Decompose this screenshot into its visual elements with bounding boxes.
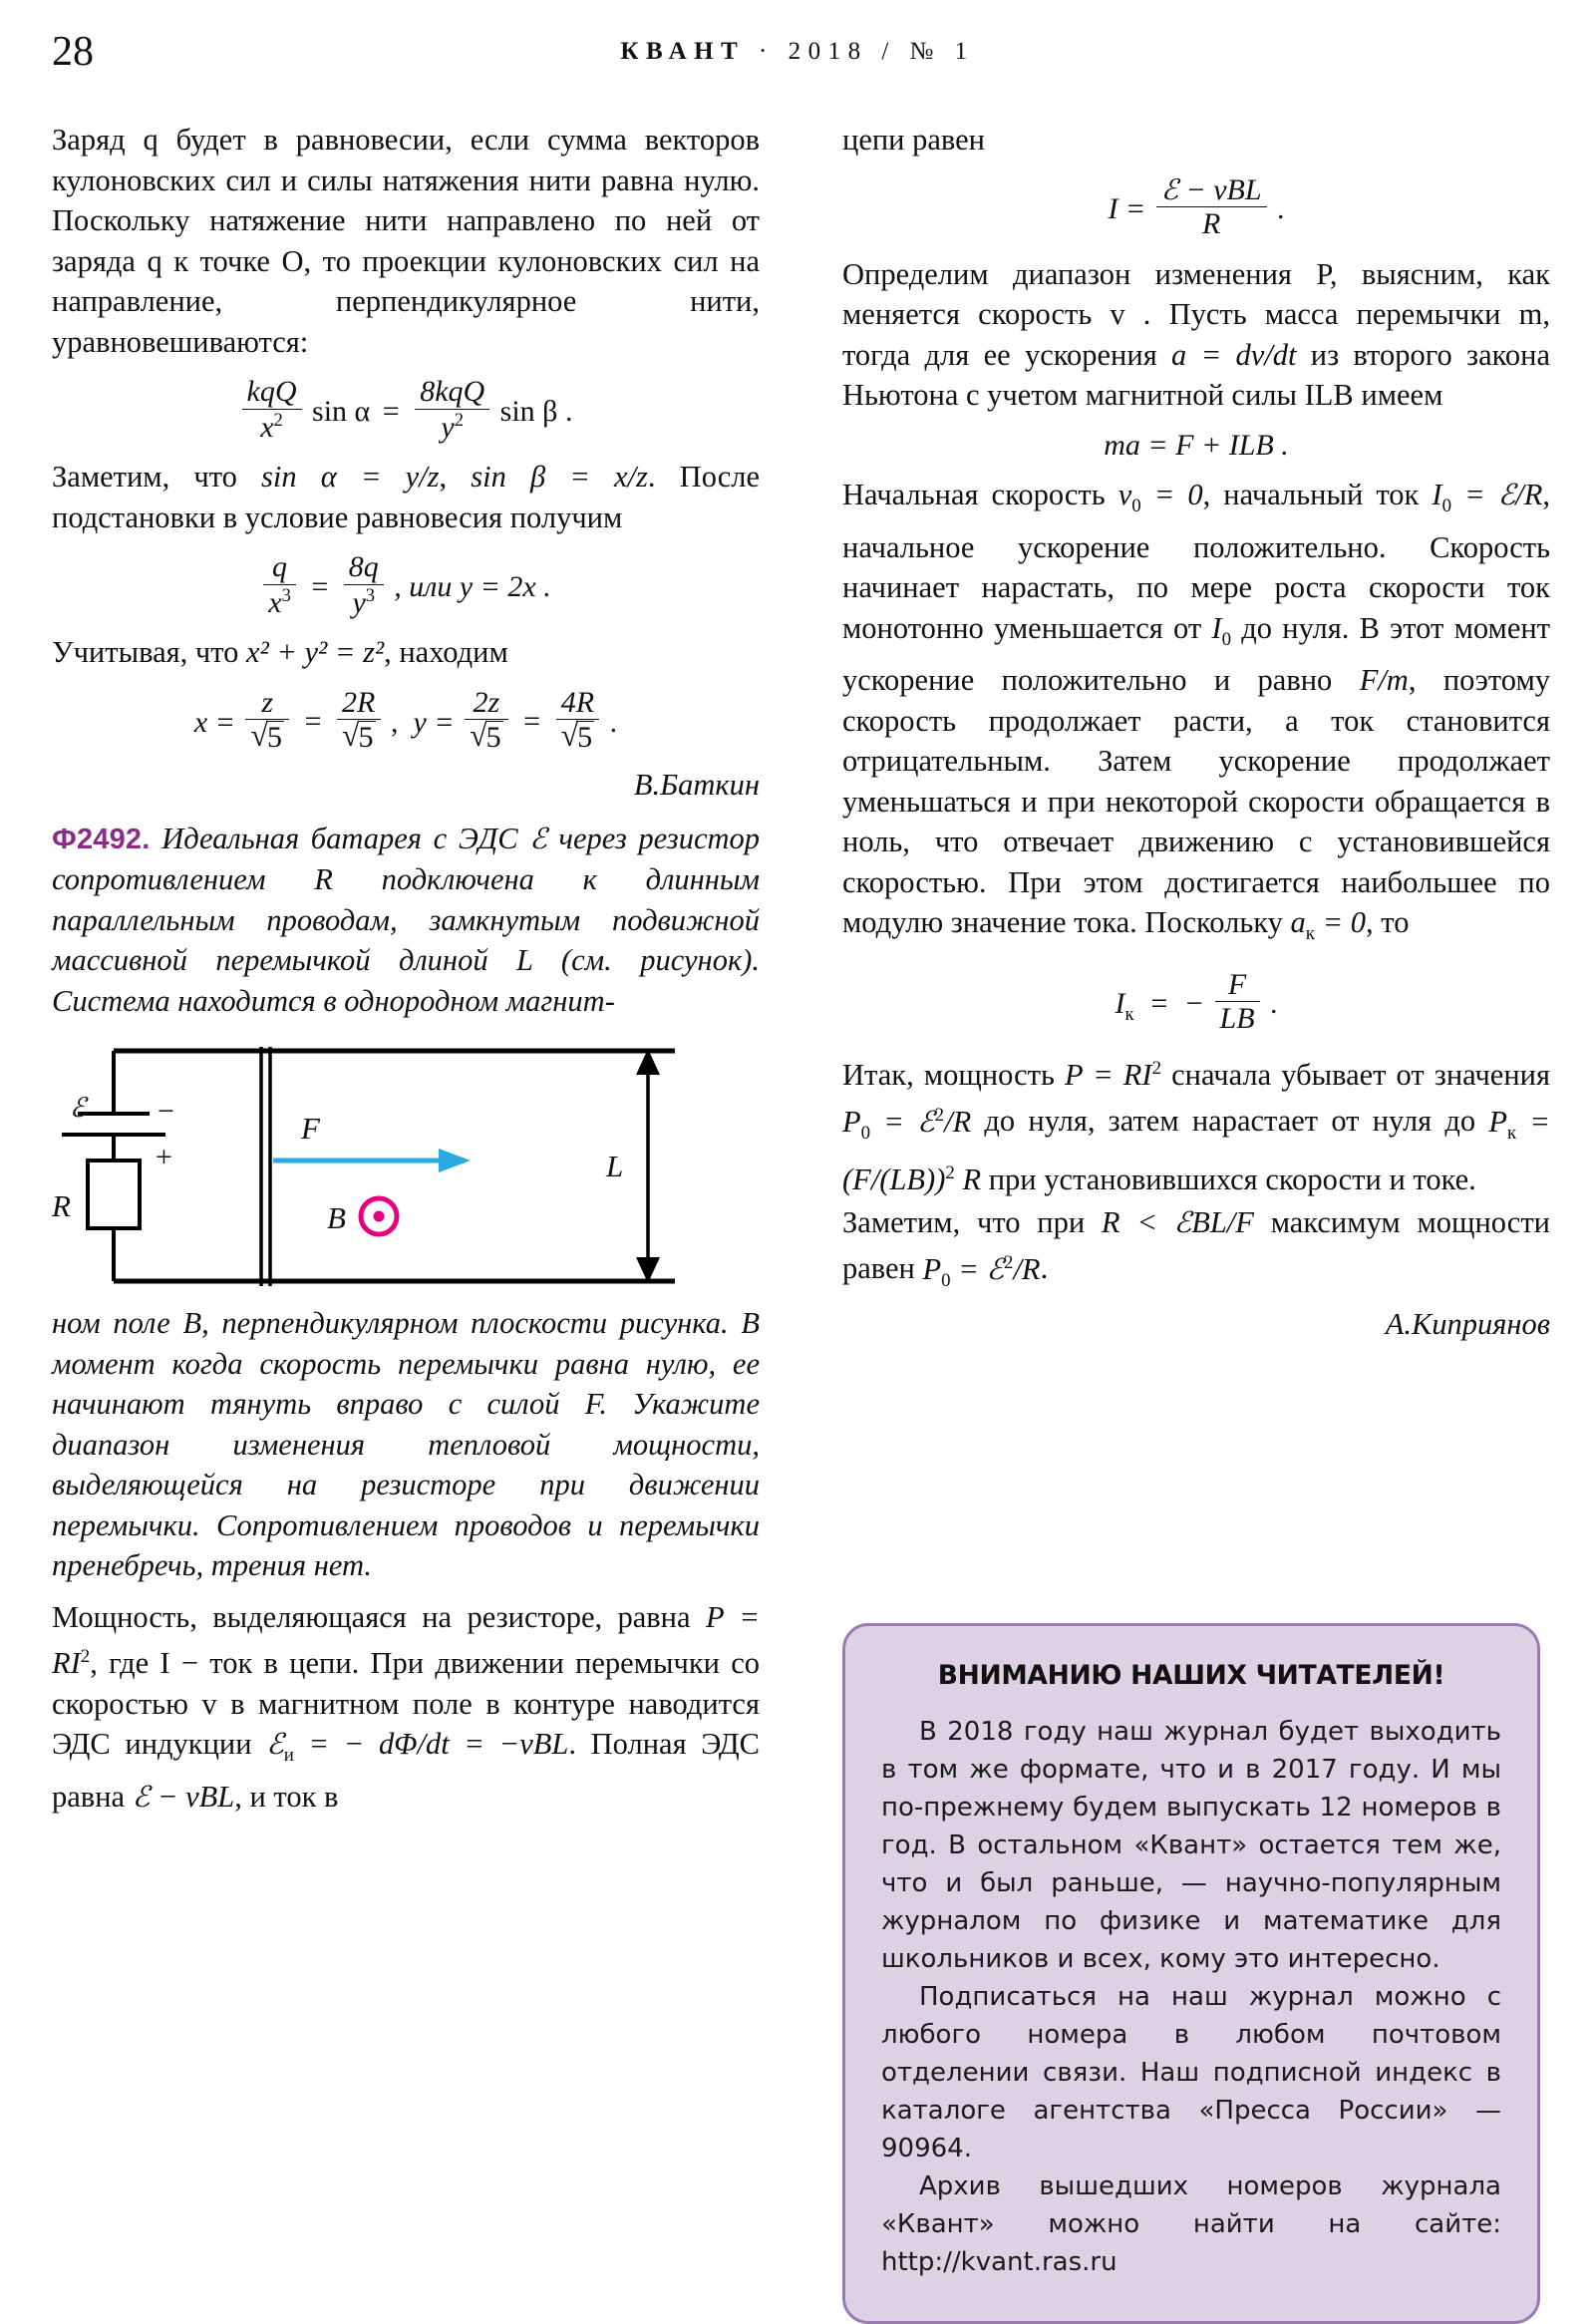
label-L: L (606, 1149, 624, 1183)
journal-title-line (0, 38, 1595, 66)
sin-beta-expr: sin β = x/z (471, 460, 648, 494)
formula-tail: , или y = 2x . (394, 569, 551, 603)
numerator: z (261, 685, 274, 719)
denominator: $x^3$ (263, 584, 296, 619)
problem-statement-tail: ном поле B, перпендикулярном плоскости рисунка. В момент когда скорость перемычки равна нулю, ее начинают тянуть вправо с силой F. Укажите диапазон изменения тепловой мощности, выделяющейся на резисторе при движении перемычки. Сопротивлением проводов и перемычки пренебречь, трения нет. (52, 1306, 760, 1582)
fraction-2R-sqrt5 (337, 687, 381, 754)
problem-statement-head (52, 819, 760, 1022)
P0-value-2: $P_0$ = ℰ$^2$/R (922, 1251, 1041, 1291)
text-range-lead: Определим диапазон изменения P, выясним, как меняется скорость v . Пусть масса перемычки m, тогда для ее ускорения (842, 256, 1550, 372)
paragraph-initial-conditions (842, 475, 1550, 955)
denominator: R (1156, 206, 1267, 240)
fraction-right (344, 551, 384, 618)
circuit-figure (52, 1039, 760, 1293)
formula-newton (842, 430, 1550, 462)
y-equals: y = (413, 705, 455, 739)
numerator: ℰ − vBL (1160, 172, 1262, 206)
text-steady-tail: при установившихся скорости и токе. (988, 1162, 1476, 1197)
sin-beta: sin β (499, 394, 558, 428)
field-dot (374, 1211, 385, 1222)
circuit-svg (52, 1039, 760, 1293)
sin-alpha: sin α (312, 394, 371, 428)
fraction-left (263, 551, 296, 618)
equals-sign: = (382, 394, 400, 428)
emf-induction-formula: ℰ$_и$ = − dΦ/dt = −vBL (266, 1727, 569, 1767)
period: . (1270, 986, 1278, 1020)
denominator: √ 5 (465, 719, 508, 754)
resistor-box (88, 1161, 140, 1228)
sin-alpha-expr: sin α = y/z (261, 460, 440, 494)
label-B: B (327, 1200, 346, 1235)
I-equals: I = (1108, 191, 1146, 225)
author-signature-1: В.Баткин (633, 767, 760, 802)
text-max-power: максимум мощности равен (842, 1204, 1550, 1286)
numerator: q (272, 550, 288, 583)
text-power-lead: Мощность, выделяющаяся на резисторе, равна (52, 1599, 691, 1634)
numerator: 8q (348, 550, 379, 583)
text-total-emf: . Полная ЭДС равна (52, 1727, 760, 1814)
period: . (1040, 1251, 1049, 1286)
v0-value: $v_0 = 0$ (1117, 478, 1203, 517)
notice-paragraph-2: Подписаться на наш журнал можно с любого номера в любом почтовом отделении связи. Наш подписной индекс в каталоге агентства «Пресса России» — 90964. (881, 1982, 1501, 2163)
text-current-tail: , и ток в (234, 1779, 339, 1814)
denominator: √ 5 (337, 719, 381, 754)
equals-sign: = (304, 705, 322, 739)
paragraph-power-range (842, 1049, 1550, 1200)
Pk-value: $P_к = (F/(LB))^2$ R (842, 1104, 1550, 1197)
text-find: , находим (384, 635, 508, 669)
F-over-m: F/m (1359, 663, 1409, 698)
numerator: 2z (473, 685, 500, 719)
equals-sign: = (311, 569, 329, 603)
period: . (609, 705, 618, 739)
label-plus: + (156, 1141, 172, 1173)
issue-label: 2018 / № 1 (788, 38, 975, 65)
power-formula-2: $P = RI^2$ (1064, 1057, 1162, 1092)
label-R: R (52, 1188, 71, 1223)
paragraph-circuit-current: цепи равен (842, 123, 985, 157)
comma: , (391, 705, 399, 739)
notice-paragraph-3: Архив вышедших номеров журнала «Квант» можно найти на сайте: http://kvant.ras.ru (881, 2171, 1501, 2277)
label-minus: − (158, 1095, 174, 1128)
header-separator: · (759, 38, 775, 65)
notice-title: ВНИМАНИЮ НАШИХ ЧИТАТЕЛЕЙ! (937, 1660, 1445, 1691)
formula-Ik (842, 969, 1550, 1035)
text-initial-speed: Начальная скорость (842, 478, 1106, 511)
paragraph-equilibrium: Заряд q будет в равновесии, если сумма векторов кулоновских сил и силы натяжения нити равна нулю. Поскольку натяжение нити направлено по ней от заряда q к точке O, то проекции кулоновских сил на направление, перпендикулярное нити, уравновешиваются: (52, 123, 760, 359)
text-current-desc: , где I − ток в цепи. При движении перемычки со скоростью v в магнитном поле в контуре наводится ЭДС индукции (52, 1646, 760, 1762)
label-F: F (301, 1111, 320, 1146)
numerator: F (1227, 967, 1247, 1001)
paragraph-determine-range (842, 254, 1550, 416)
author-signature-2: А.Киприянов (1385, 1307, 1550, 1342)
fraction-left (242, 376, 302, 443)
text-initial-current: , начальный ток (1202, 478, 1420, 511)
denominator: $y^2$ (415, 409, 489, 444)
paragraph-substitution: Заметим, что sin α = y/z, sin β = x/z. После подстановки в условие равновесия получим (52, 460, 761, 534)
text-accel-positive: до нуля. В этот момент ускорение положительно и равно (842, 610, 1551, 698)
text-grows: до нуля, затем нарастает от нуля до (984, 1104, 1476, 1139)
denominator: √ 5 (556, 719, 600, 754)
fraction-4R-sqrt5 (556, 687, 600, 754)
left-column (52, 120, 760, 1819)
journal-name: КВАНТ (620, 38, 746, 65)
equals-sign: = (523, 705, 541, 739)
label-emf: ℰ (70, 1093, 87, 1124)
problem-text-part2: через резистор сопротивлением R подключена к длинным параллельным проводам, замкнутым подвижной массивной перемычкой длиной L (см. рисунок). Система находится в однородном магнит- (52, 821, 761, 1018)
numerator: 8kqQ (420, 375, 485, 408)
text-steady-state: , поэтому скорость продолжает расти, а ток становится отрицательным. Затем ускорение продолжает уменьшаться и при некоторой скорости обращается в ноль, что отвечает движению с установившейся скоростью. При этом достигается наибольшее по модулю значение тока. Поскольку (842, 663, 1551, 940)
paragraph-max-power (842, 1202, 1550, 1301)
text-note-when: Заметим, что при (842, 1204, 1086, 1239)
notice-paragraph-1: В 2018 году наш журнал будет выходить в том же формате, что и в 2017 году. И мы по-прежнему будем выпускать 12 номеров в год. В остальном «Квант» остается тем же, что и был раньше, — научно-популярным журналом по физике и математике для школьников и всех, кому это интересно. (881, 1717, 1501, 1974)
formula-coulomb-projection (52, 376, 760, 443)
text-decreases: сначала убывает от значения (1171, 1057, 1551, 1092)
formula-xy-solution (52, 687, 760, 754)
paragraph-power-resistor (52, 1597, 760, 1818)
text-monotone: , начальное ускорение положительно. Скорость начинает нарастать, по мере роста скорости ток монотонно уменьшается от (842, 478, 1550, 645)
text-newton-law: из второго закона Ньютона с учетом магнитной силы ILB имеем (842, 337, 1550, 412)
paragraph-pythagoras (52, 632, 760, 673)
fraction-F-over-LB (1215, 969, 1260, 1035)
I0-value: $I_0$ = ℰ/R (1432, 478, 1543, 517)
emf-symbol: ℰ (529, 821, 547, 855)
page-number: 28 (52, 29, 94, 75)
power-formula: $P = RI^2$ (52, 1599, 760, 1681)
text-then: , то (1366, 905, 1410, 940)
denominator: $y^3$ (344, 584, 384, 619)
text-after: . После подстановки в условие равновесия получим (52, 460, 761, 534)
force-arrow-head (439, 1149, 471, 1172)
acceleration-def: a = dv/dt (1171, 337, 1297, 372)
total-emf-formula: ℰ − vBL (132, 1779, 235, 1814)
denominator: $x^2$ (242, 409, 302, 444)
period: . (564, 394, 573, 428)
P0-value: $P_0$ = ℰ$^2$/R (842, 1104, 972, 1144)
running-head (0, 28, 1595, 78)
a-k-zero: $a_к = 0$ (1290, 905, 1367, 945)
x-equals: x = (193, 705, 235, 739)
period: . (1277, 191, 1285, 225)
condition-R: R < ℰBL/F (1101, 1204, 1254, 1239)
numerator: 2R (342, 685, 376, 719)
denominator: LB (1215, 1001, 1260, 1035)
problem-text-part1: Идеальная батарея с ЭДС (161, 821, 518, 855)
numerator: 4R (560, 685, 595, 719)
ma-equation: ma = F + ILB . (1104, 428, 1289, 462)
I0-ref: $I_0$ (1211, 610, 1232, 650)
text-note: Заметим, что (52, 460, 237, 494)
right-column (842, 120, 1550, 1342)
fraction-2z-sqrt5 (465, 687, 508, 754)
fraction-right (415, 376, 489, 443)
Ik-equals-minus: $I_к$ = − (1115, 986, 1205, 1025)
denominator: √ 5 (245, 719, 289, 754)
text-given: Учитывая, что (52, 635, 239, 669)
problem-number: Ф2492. (52, 823, 151, 855)
numerator: kqQ (246, 375, 297, 408)
fraction-emf-over-R (1156, 174, 1267, 240)
formula-current-I (842, 174, 1550, 240)
pythagoras-expr: x² + y² = z² (246, 635, 385, 669)
text-thus: Итак, мощность (842, 1057, 1055, 1092)
formula-power-relation (52, 551, 760, 618)
readers-notice-box (842, 1623, 1540, 2324)
fraction-z-sqrt5 (245, 687, 289, 754)
